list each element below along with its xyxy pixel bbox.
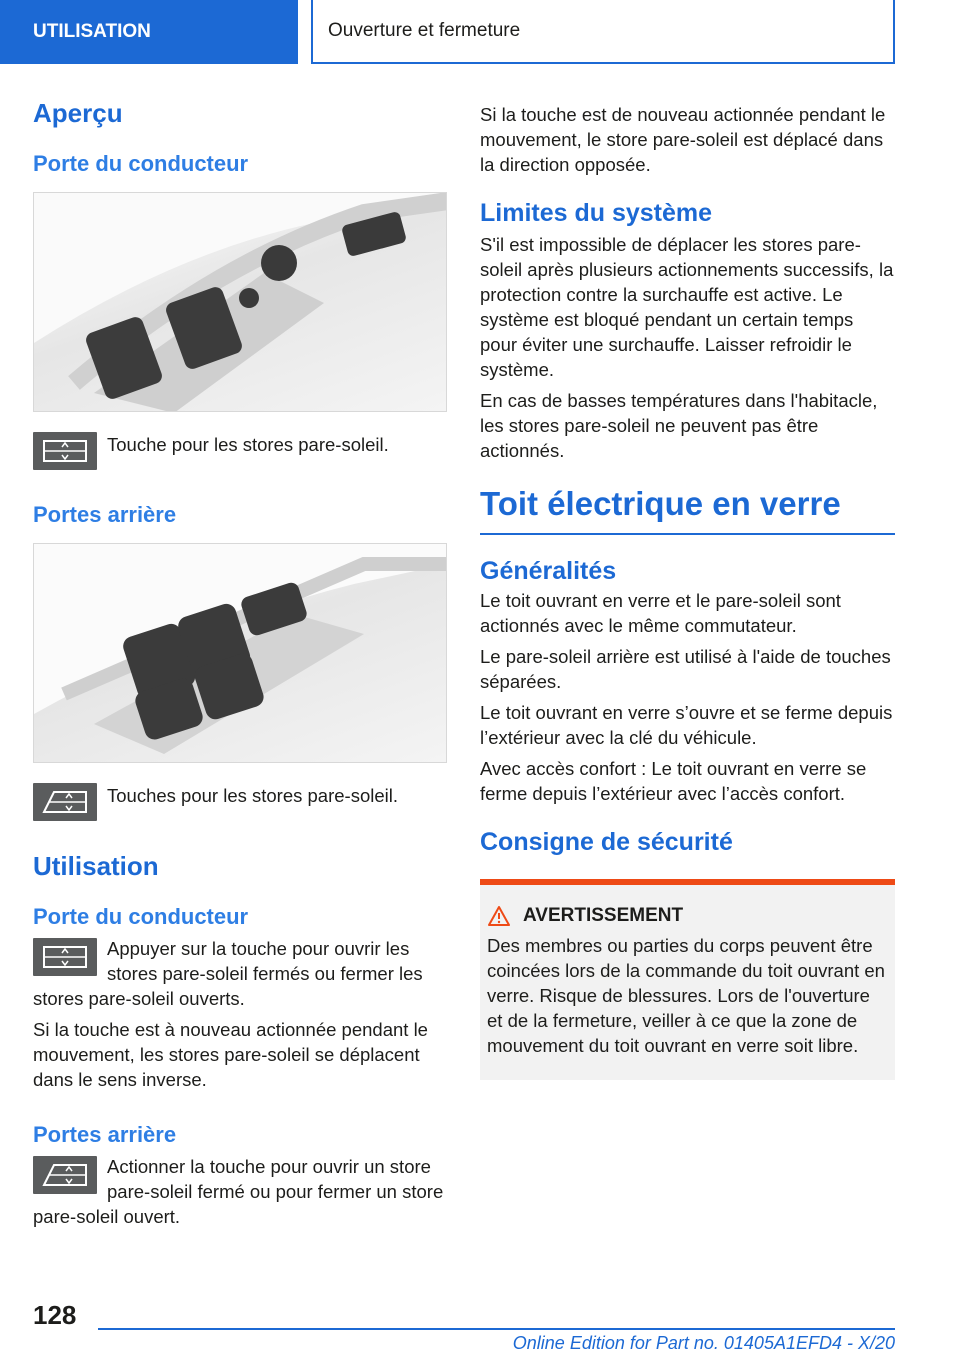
warning-triangle-icon	[487, 905, 511, 927]
right-column	[480, 102, 895, 1080]
safety-heading: Consigne de sécurité	[480, 828, 733, 856]
general-text-1: Le toit ouvrant en verre et le pare-soleil sont actionnés avec le même commutateur.	[480, 590, 841, 636]
usage-rear-text: Actionner la touche pour ouvrir un store pare-soleil fermé ou pour fermer un store pare-soleil ouvert.	[33, 1156, 444, 1227]
usage-driver-text: Appuyer sur la touche pour ouvrir les stores pare-soleil fermés ou fermer les stores pare-soleil ouverts.	[33, 938, 423, 1009]
rear-legend-text: Touches pour les stores pare-soleil.	[107, 785, 399, 806]
rear-doors-heading: Portes arrière	[33, 502, 177, 527]
limits-heading: Limites du système	[480, 199, 713, 227]
usage-driver-block	[33, 936, 447, 1011]
usage-driver-heading: Porte du conducteur	[33, 904, 249, 929]
rear-door-switch-illustration	[34, 544, 447, 763]
left-column	[33, 98, 447, 1229]
usage-driver-text2: Si la touche est à nouveau actionnée pendant le mouvement, les stores pare-soleil se déplacent dans le sens inverse.	[33, 1019, 428, 1090]
general-text-2: Le pare-soleil arrière est utilisé à l'aide de touches séparées.	[480, 646, 891, 692]
driver-legend	[33, 430, 447, 474]
limits-text-1: S'il est impossible de déplacer les stores pare-soleil après plusieurs actionnements successifs, la protection contre la surchauffe est active. Le système est bloqué pendant un certain temps pour éviter une surchauffe. Laisser refroidir le système.	[480, 234, 894, 380]
footer-rule	[98, 1328, 895, 1330]
rear-door-photo	[33, 543, 447, 763]
driver-door-switch-illustration	[34, 193, 447, 412]
chapter-label: UTILISATION	[33, 21, 151, 42]
driver-legend-text: Touche pour les stores pare-soleil.	[107, 434, 389, 455]
warning-label: AVERTISSEMENT	[523, 905, 684, 926]
general-text-3: Le toit ouvrant en verre s’ouvre et se ferme depuis l’extérieur avec la clé du véhicule.	[480, 702, 893, 748]
glass-roof-heading: Toit électrique en verre	[480, 485, 895, 535]
sunblind-button-icon	[33, 432, 97, 470]
general-heading: Généralités	[480, 557, 617, 585]
warning-header	[487, 905, 885, 927]
overview-heading: Aperçu	[33, 98, 123, 128]
rear-sunblind-button-icon	[33, 783, 97, 821]
usage-rear-sunblind-button-icon	[33, 1156, 97, 1194]
warning-box	[480, 879, 895, 1080]
driver-door-heading: Porte du conducteur	[33, 151, 249, 176]
rear-legend	[33, 781, 447, 825]
usage-sunblind-button-icon	[33, 938, 97, 976]
warning-text: Des membres ou parties du corps peuvent être coincées lors de la commande du toit ouvrant en verre. Risque de blessures. Lors de l'ouverture et de la fermeture, veiller à ce que la zone de mouvement du toit ouvrant en verre soit libre.	[487, 935, 885, 1056]
usage-rear-heading: Portes arrière	[33, 1122, 177, 1147]
driver-door-photo	[33, 192, 447, 412]
limits-text-2: En cas de basses températures dans l'habitacle, les stores pare-soleil ne peuvent pas être actionnés.	[480, 390, 878, 461]
page-number: 128	[33, 1300, 77, 1330]
usage-rear-block	[33, 1154, 447, 1229]
general-text-4: Avec accès confort : Le toit ouvrant en verre se ferme depuis l’extérieur avec l’accès confort.	[480, 758, 867, 804]
section-label: Ouverture et fermeture	[328, 20, 521, 41]
usage-heading: Utilisation	[33, 851, 159, 881]
intro-text: Si la touche est de nouveau actionnée pendant le mouvement, le store pare-soleil est déplacé dans la direction opposée.	[480, 104, 886, 175]
chapter-tab	[0, 0, 298, 64]
section-tab	[311, 0, 895, 64]
edition-note: Online Edition for Part no. 01405A1EFD4 - X/20	[512, 1333, 895, 1353]
